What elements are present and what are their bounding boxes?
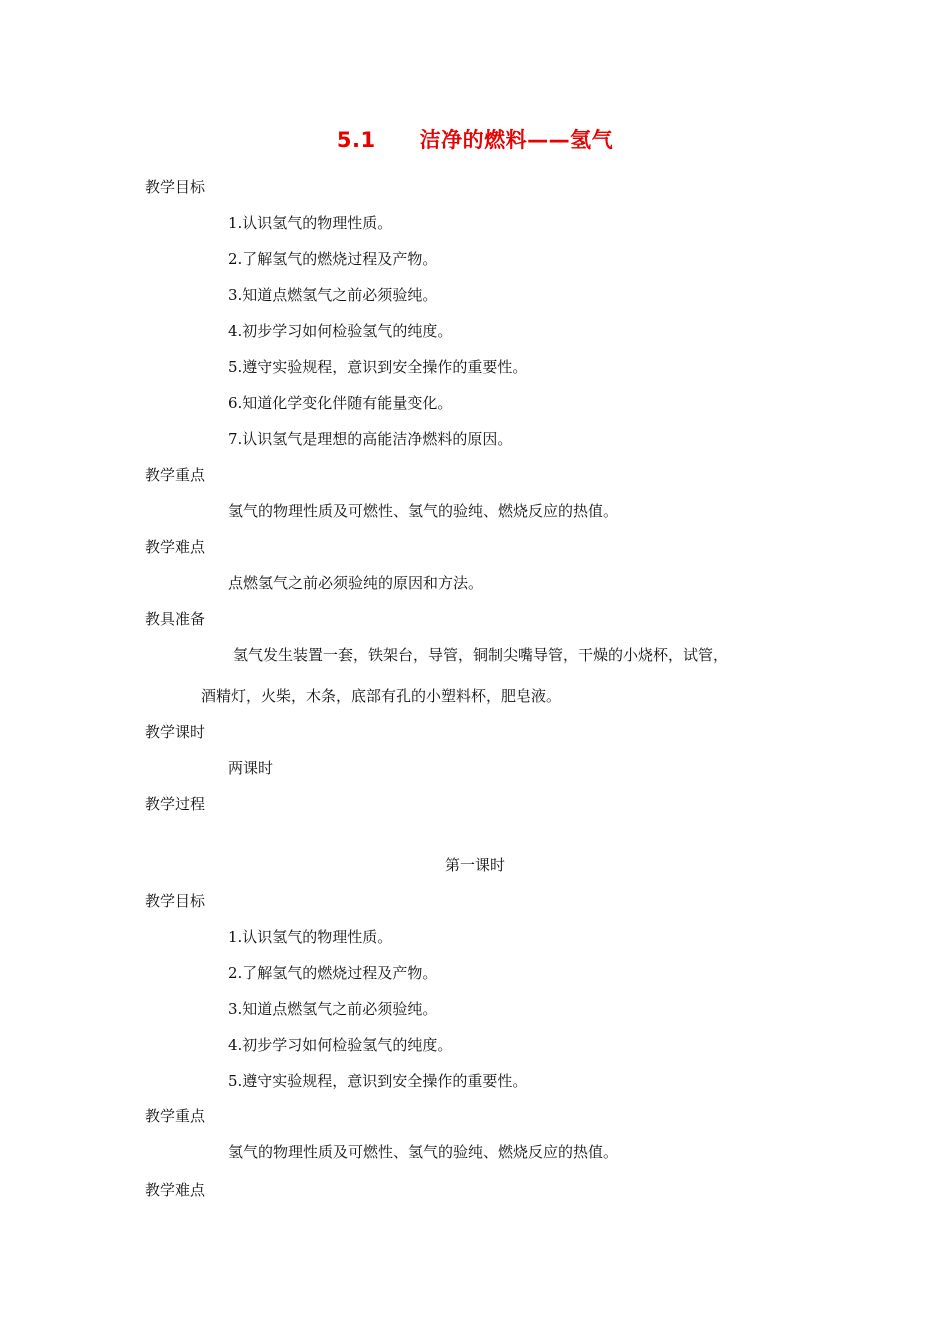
difficult-points-text: 点燃氢气之前必须验纯的原因和方法。 — [228, 574, 484, 592]
goal-item: 2.了解氢气的燃烧过程及产物。 — [228, 250, 438, 268]
lesson-one-key-points-text: 氢气的物理性质及可燃性、氢气的验纯、燃烧反应的热值。 — [228, 1143, 619, 1161]
lesson-one-goal-item: 1.认识氢气的物理性质。 — [228, 928, 393, 946]
lesson-one-goal-item: 3.知道点燃氢气之前必须验纯。 — [228, 1000, 438, 1018]
goal-item: 6.知道化学变化伴随有能量变化。 — [228, 394, 453, 412]
goal-item: 4.初步学习如何检验氢气的纯度。 — [228, 322, 453, 340]
heading-teaching-process: 教学过程 — [145, 795, 206, 813]
lesson-one-goal-item: 2.了解氢气的燃烧过程及产物。 — [228, 964, 438, 982]
heading-teaching-tools: 教具准备 — [145, 610, 206, 628]
goal-item: 7.认识氢气是理想的高能洁净燃料的原因。 — [228, 430, 513, 448]
goal-item: 5.遵守实验规程，意识到安全操作的重要性。 — [228, 358, 528, 376]
heading-class-hours: 教学课时 — [145, 723, 206, 741]
key-points-text: 氢气的物理性质及可燃性、氢气的验纯、燃烧反应的热值。 — [228, 502, 619, 520]
title-number: 5.1 — [336, 128, 376, 152]
lesson-one-goal-item: 4.初步学习如何检验氢气的纯度。 — [228, 1036, 453, 1054]
teaching-tools-line-1: 氢气发生装置一套，铁架台，导管，铜制尖嘴导管，干燥的小烧杯，试管， — [233, 646, 729, 664]
lesson-one-goal-item: 5.遵守实验规程，意识到安全操作的重要性。 — [228, 1072, 528, 1090]
lesson-one-heading-key-points: 教学重点 — [145, 1107, 206, 1125]
title-text: 洁净的燃料——氢气 — [419, 128, 614, 152]
heading-teaching-goals: 教学目标 — [145, 178, 206, 196]
goal-item: 3.知道点燃氢气之前必须验纯。 — [228, 286, 438, 304]
heading-difficult-points: 教学难点 — [145, 538, 206, 556]
heading-key-points: 教学重点 — [145, 466, 206, 484]
teaching-tools-line-2: 酒精灯，火柴，木条，底部有孔的小塑料杯，肥皂液。 — [201, 687, 562, 705]
lesson-one-heading-goals: 教学目标 — [145, 892, 206, 910]
class-hours-text: 两课时 — [228, 759, 274, 777]
document-title — [0, 124, 950, 154]
goal-item: 1.认识氢气的物理性质。 — [228, 214, 393, 232]
lesson-one-heading: 第一课时 — [444, 856, 505, 874]
lesson-one-heading-difficult-points: 教学难点 — [145, 1181, 206, 1199]
